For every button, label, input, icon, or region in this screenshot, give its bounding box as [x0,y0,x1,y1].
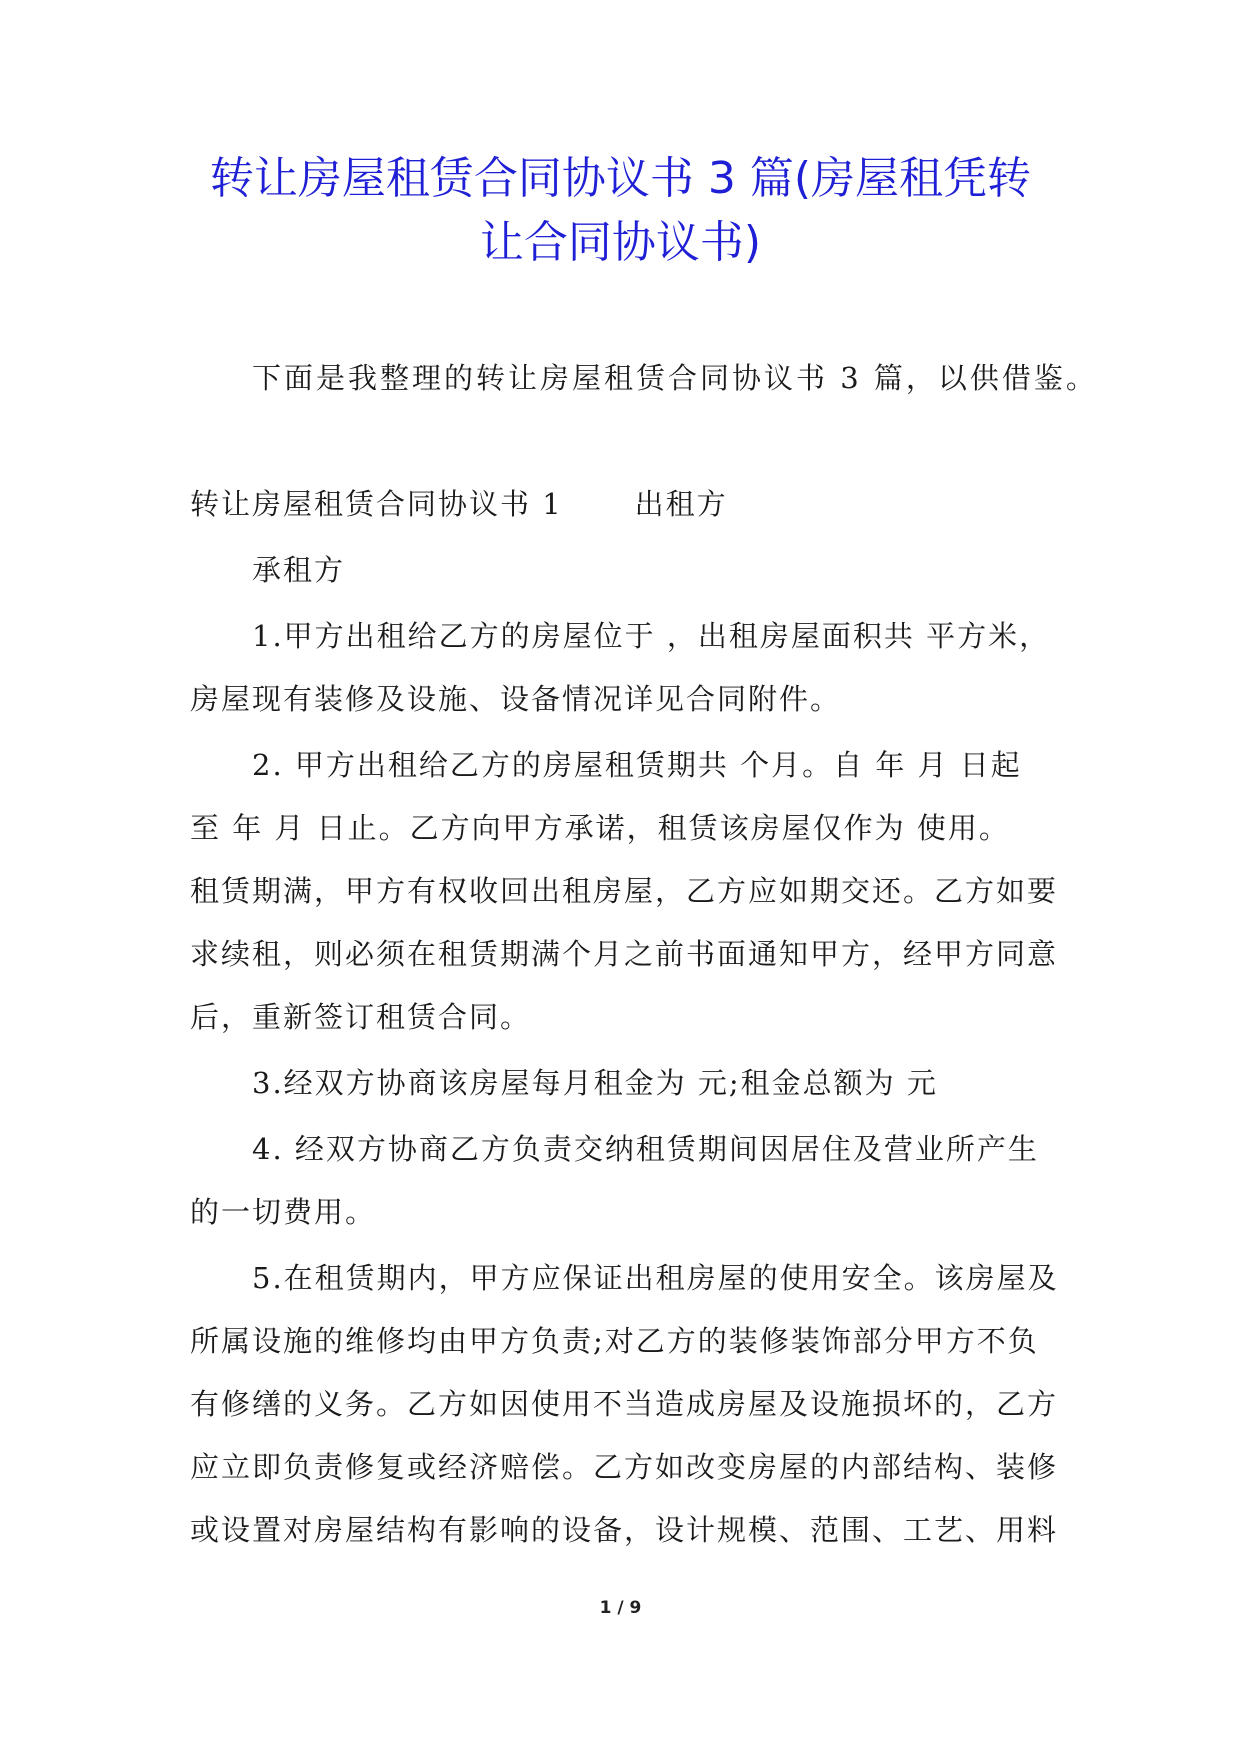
contract-heading: 转让房屋租赁合同协议书 1 [190,487,563,521]
document-title-line-1: 转让房屋租赁合同协议书 3 篇(房屋租凭转 [209,153,1032,204]
clause-line: 求续租，则必须在租赁期满个月之前书面通知甲方，经甲方同意 [190,937,1059,971]
page-indicator: 1 / 9 [599,1598,642,1618]
intro-paragraph: 下面是我整理的转让房屋租赁合同协议书 3 篇，以供借鉴。 [252,361,1098,395]
clause-line: 1.甲方出租给乙方的房屋位于 ，出租房屋面积共 平方米， [252,619,1051,653]
clause-line: 或设置对房屋结构有影响的设备，设计规模、范围、工艺、用料 [190,1513,1059,1547]
clause-line: 有修缮的义务。乙方如因使用不当造成房屋及设施损坏的，乙方 [190,1387,1059,1421]
lessee-label: 承租方 [252,553,346,587]
clause-line: 租赁期满，甲方有权收回出租房屋，乙方应如期交还。乙方如要 [190,874,1059,908]
clause-line: 至 年 月 日止。乙方向甲方承诺，租赁该房屋仅作为 使用。 [190,811,1010,845]
clause-line: 应立即负责修复或经济赔偿。乙方如改变房屋的内部结构、装修 [190,1450,1059,1484]
document-title-line-2: 让合同协议书) [479,217,762,268]
clause-line: 5.在租赁期内，甲方应保证出租房屋的使用安全。该房屋及 [252,1261,1059,1295]
clause-line: 4. 经双方协商乙方负责交纳租赁期间因居住及营业所产生 [252,1132,1039,1166]
lessor-label: 出租方 [634,487,728,521]
clause-line: 后，重新签订租赁合同。 [190,1000,532,1034]
clause-line: 的一切费用。 [190,1195,377,1229]
clause-line: 3.经双方协商该房屋每月租金为 元;租金总额为 元 [252,1066,938,1100]
clause-line: 房屋现有装修及设施、设备情况详见合同附件。 [190,682,842,716]
clause-line: 所属设施的维修均由甲方负责;对乙方的装修装饰部分甲方不负 [190,1324,1039,1358]
clause-line: 2. 甲方出租给乙方的房屋租赁期共 个月。自 年 月 日起 [252,748,1022,782]
contract-heading-row [190,484,728,524]
